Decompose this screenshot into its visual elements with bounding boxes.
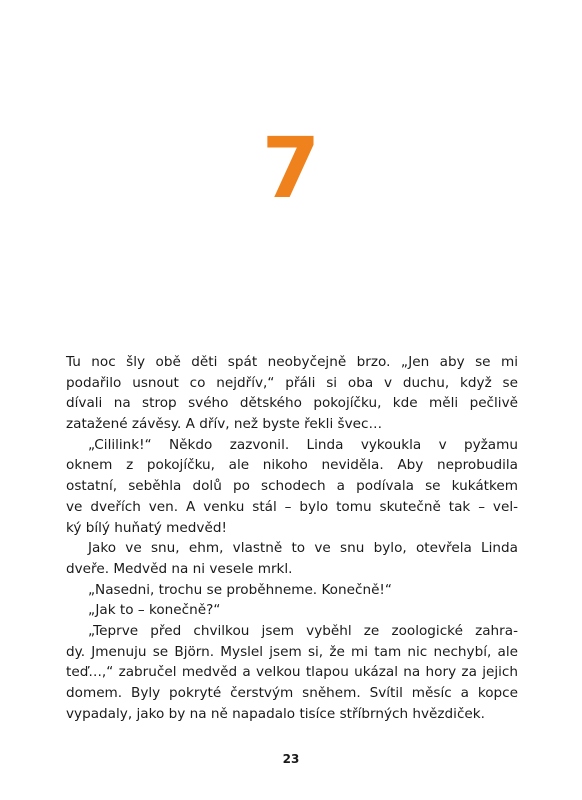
text-line: Tu noc šly obě děti spát neobyčejně brzo. „Jen aby se mi [66, 354, 518, 370]
text-line: ve dveřích ven. A venku stál – bylo tomu skutečně tak – vel- [66, 498, 518, 515]
text-line: „Jak to – konečně?“ [88, 602, 221, 619]
chapter-number: 7 [261, 119, 321, 217]
text-line: zatažené závěsy. A dřív, než byste řekli švec… [66, 416, 383, 433]
text-line: „Nasedni, trochu se proběhneme. Konečně!“ [88, 581, 392, 598]
text-line: Jako ve snu, ehm, vlastně to ve snu bylo, otevřela Linda [88, 540, 518, 557]
text-line: teď…,“ zabručel medvěd a velkou tlapou ukázal na hory za jejich [66, 664, 518, 681]
text-line: „Teprve před chvilkou jsem vyběhl ze zoologické zahra- [88, 622, 518, 639]
text-line: oknem z pokojíčku, ale nikoho neviděla. Aby neprobudila [66, 457, 518, 474]
text-line: podařilo usnout co nejdřív,“ přáli si oba v duchu, když se [66, 374, 518, 391]
body-text [66, 352, 518, 724]
text-line: vypadaly, jako by na ně napadalo tisíce stříbrných hvězdiček. [66, 705, 485, 722]
text-line: ostatní, seběhla dolů po schodech a podívala se kukátkem [66, 478, 518, 495]
text-line: domem. Byly pokryté čerstvým sněhem. Svítil měsíc a kopce [66, 685, 518, 701]
text-line: dy. Jmenuju se Björn. Myslel jsem si, že mi tam nic nechybí, ale [66, 643, 518, 660]
text-line: ký bílý huňatý medvěd! [66, 519, 227, 536]
text-line: dveře. Medvěd na ni vesele mrkl. [66, 560, 293, 577]
text-line: dívali na strop svého dětského pokojíčku, kde měli pečlivě [66, 395, 518, 412]
text-line: „Cililink!“ Někdo zazvonil. Linda vykoukla v pyžamu [88, 436, 518, 453]
page-number: 23 [282, 752, 300, 766]
